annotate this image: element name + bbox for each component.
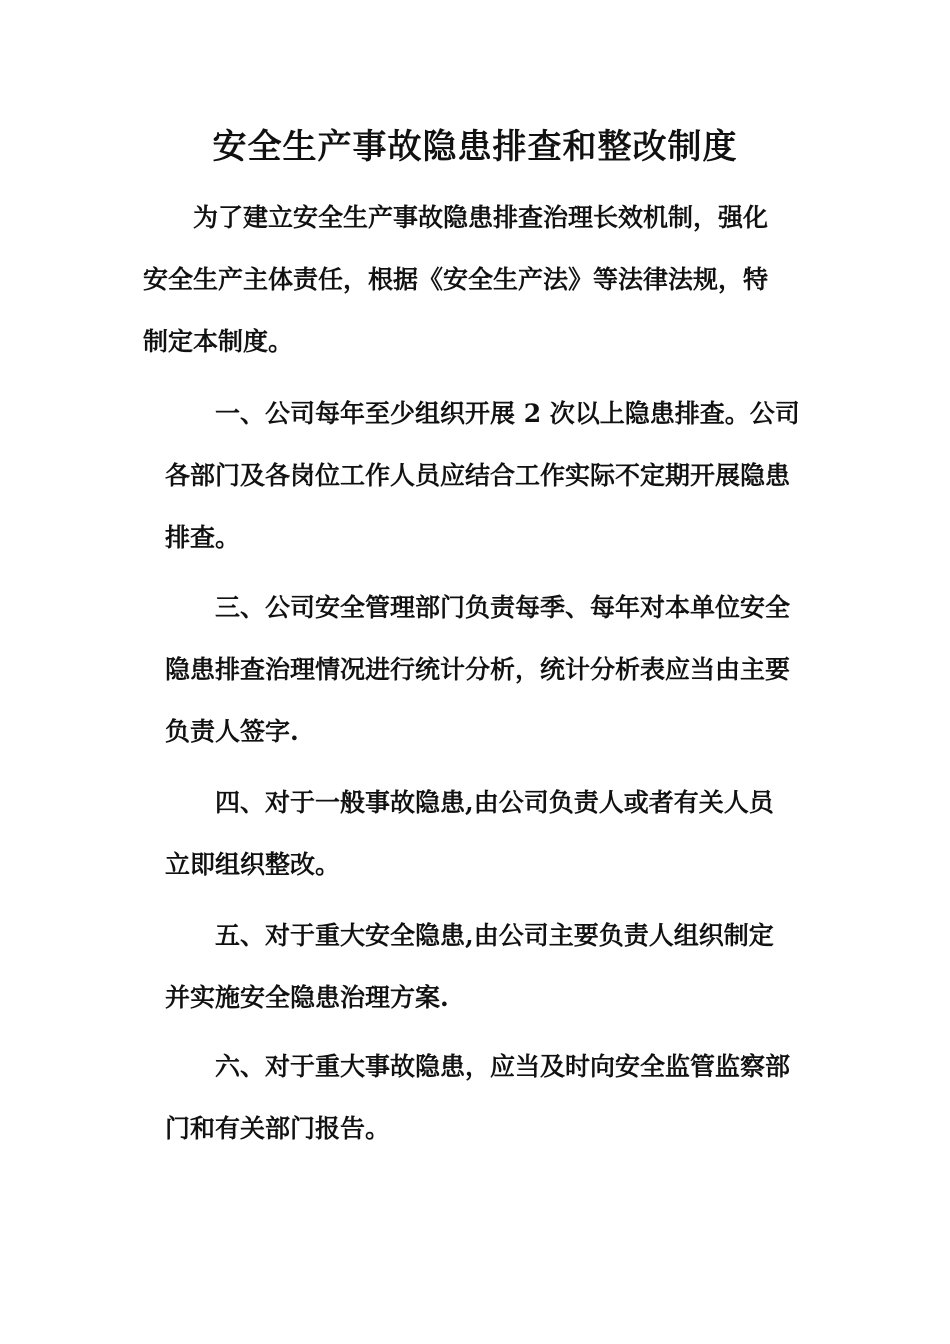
clause-5-paragraph: 五、对于重大安全隐患,由公司主要负责人组织制定 并实施安全隐患治理方案.	[165, 921, 774, 1012]
intro-paragraph: 为了建立安全生产事故隐患排查治理长效机制，强化 安全生产主体责任，根据《安全生产法》等法律法规，特 制定本制度。	[143, 203, 769, 356]
clause-3-paragraph: 三、公司安全管理部门负责每季、每年对本单位安全 隐患排查治理情况进行统计分析，统计分析表应当由主要 负责人签字.	[165, 593, 791, 746]
clause-1-paragraph: 一、公司每年至少组织开展 2 次以上隐患排查。公司 各部门及各岗位工作人员应结合工作实际不定期开展隐患 排查。	[165, 399, 800, 552]
document-title: 安全生产事故隐患排查和整改制度	[212, 127, 738, 167]
clause-6-paragraph: 六、对于重大事故隐患，应当及时向安全监管监察部 门和有关部门报告。	[165, 1052, 791, 1143]
clause-4-paragraph: 四、对于一般事故隐患,由公司负责人或者有关人员 立即组织整改。	[165, 788, 774, 879]
